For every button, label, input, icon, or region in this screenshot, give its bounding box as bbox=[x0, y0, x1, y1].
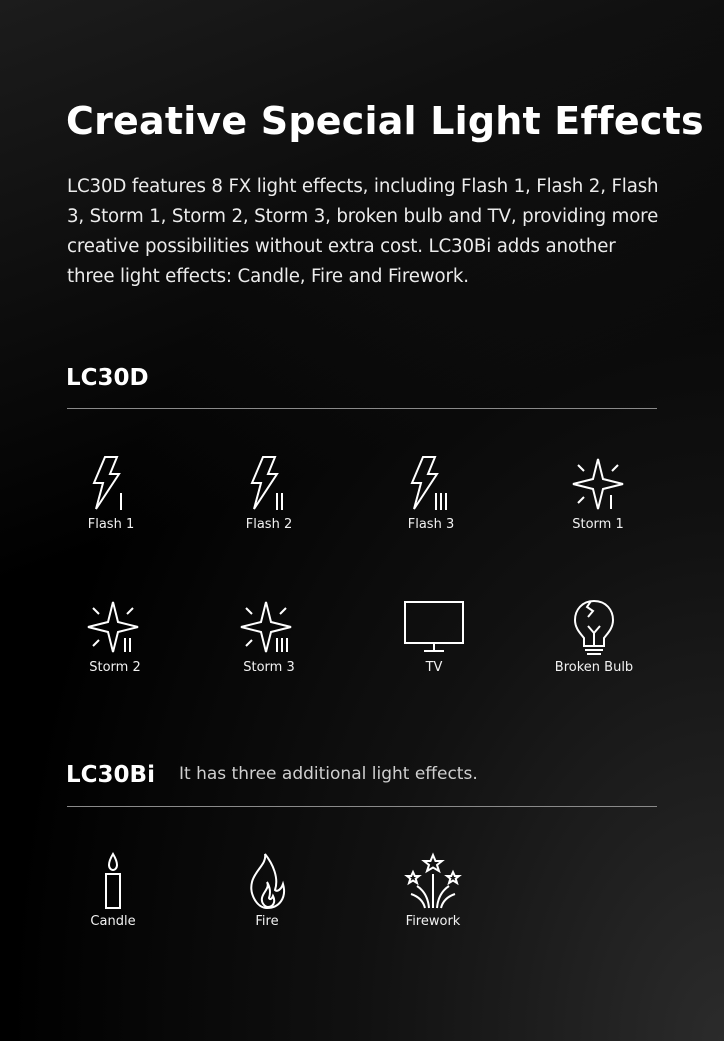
effect-label: Firework bbox=[405, 914, 461, 929]
flash-1-icon bbox=[81, 453, 141, 517]
page-title: Creative Special Light Effects bbox=[66, 99, 704, 143]
effect-label: Storm 1 bbox=[572, 517, 624, 532]
effect-fire bbox=[202, 850, 332, 929]
effect-label: Storm 2 bbox=[89, 660, 141, 675]
tv-icon bbox=[402, 596, 466, 660]
effect-firework bbox=[368, 850, 498, 929]
effect-storm-1 bbox=[533, 453, 663, 532]
lc30bi-heading: LC30Bi bbox=[66, 762, 155, 788]
flash-3-icon bbox=[401, 453, 461, 517]
candle-icon bbox=[83, 850, 143, 914]
flash-2-icon bbox=[239, 453, 299, 517]
effect-flash-1 bbox=[46, 453, 176, 532]
effect-label: Flash 2 bbox=[245, 517, 293, 532]
effect-label: Flash 3 bbox=[407, 517, 455, 532]
fire-icon bbox=[237, 850, 297, 914]
effect-label: Fire bbox=[255, 914, 279, 929]
effect-flash-2 bbox=[204, 453, 334, 532]
storm-3-icon bbox=[239, 596, 299, 660]
lc30d-divider bbox=[67, 408, 657, 409]
broken-bulb-icon bbox=[564, 596, 624, 660]
effect-label: Storm 3 bbox=[243, 660, 295, 675]
lc30bi-note: It has three additional light effects. bbox=[179, 764, 478, 784]
effect-storm-2 bbox=[50, 596, 180, 675]
effect-storm-3 bbox=[204, 596, 334, 675]
storm-1-icon bbox=[568, 453, 628, 517]
effect-label: Candle bbox=[90, 914, 136, 929]
intro-paragraph bbox=[67, 172, 667, 292]
effect-tv bbox=[369, 596, 499, 675]
lc30d-heading: LC30D bbox=[66, 365, 149, 391]
effect-label: Broken Bulb bbox=[554, 660, 634, 675]
intro-line: three light effects: Candle, Fire and Firework. bbox=[67, 266, 469, 287]
effect-flash-3 bbox=[366, 453, 496, 532]
effect-candle bbox=[48, 850, 178, 929]
effect-label: TV bbox=[425, 660, 443, 675]
intro-line: 3, Storm 1, Storm 2, Storm 3, broken bulb and TV, providing more bbox=[67, 206, 659, 227]
intro-line: creative possibilities without extra cost. LC30Bi adds another bbox=[67, 236, 616, 257]
storm-2-icon bbox=[85, 596, 145, 660]
intro-line: LC30D features 8 FX light effects, including Flash 1, Flash 2, Flash bbox=[67, 176, 659, 197]
firework-icon bbox=[401, 850, 465, 914]
lc30bi-divider bbox=[67, 806, 657, 807]
effect-label: Flash 1 bbox=[87, 517, 135, 532]
effect-broken-bulb bbox=[529, 596, 659, 675]
